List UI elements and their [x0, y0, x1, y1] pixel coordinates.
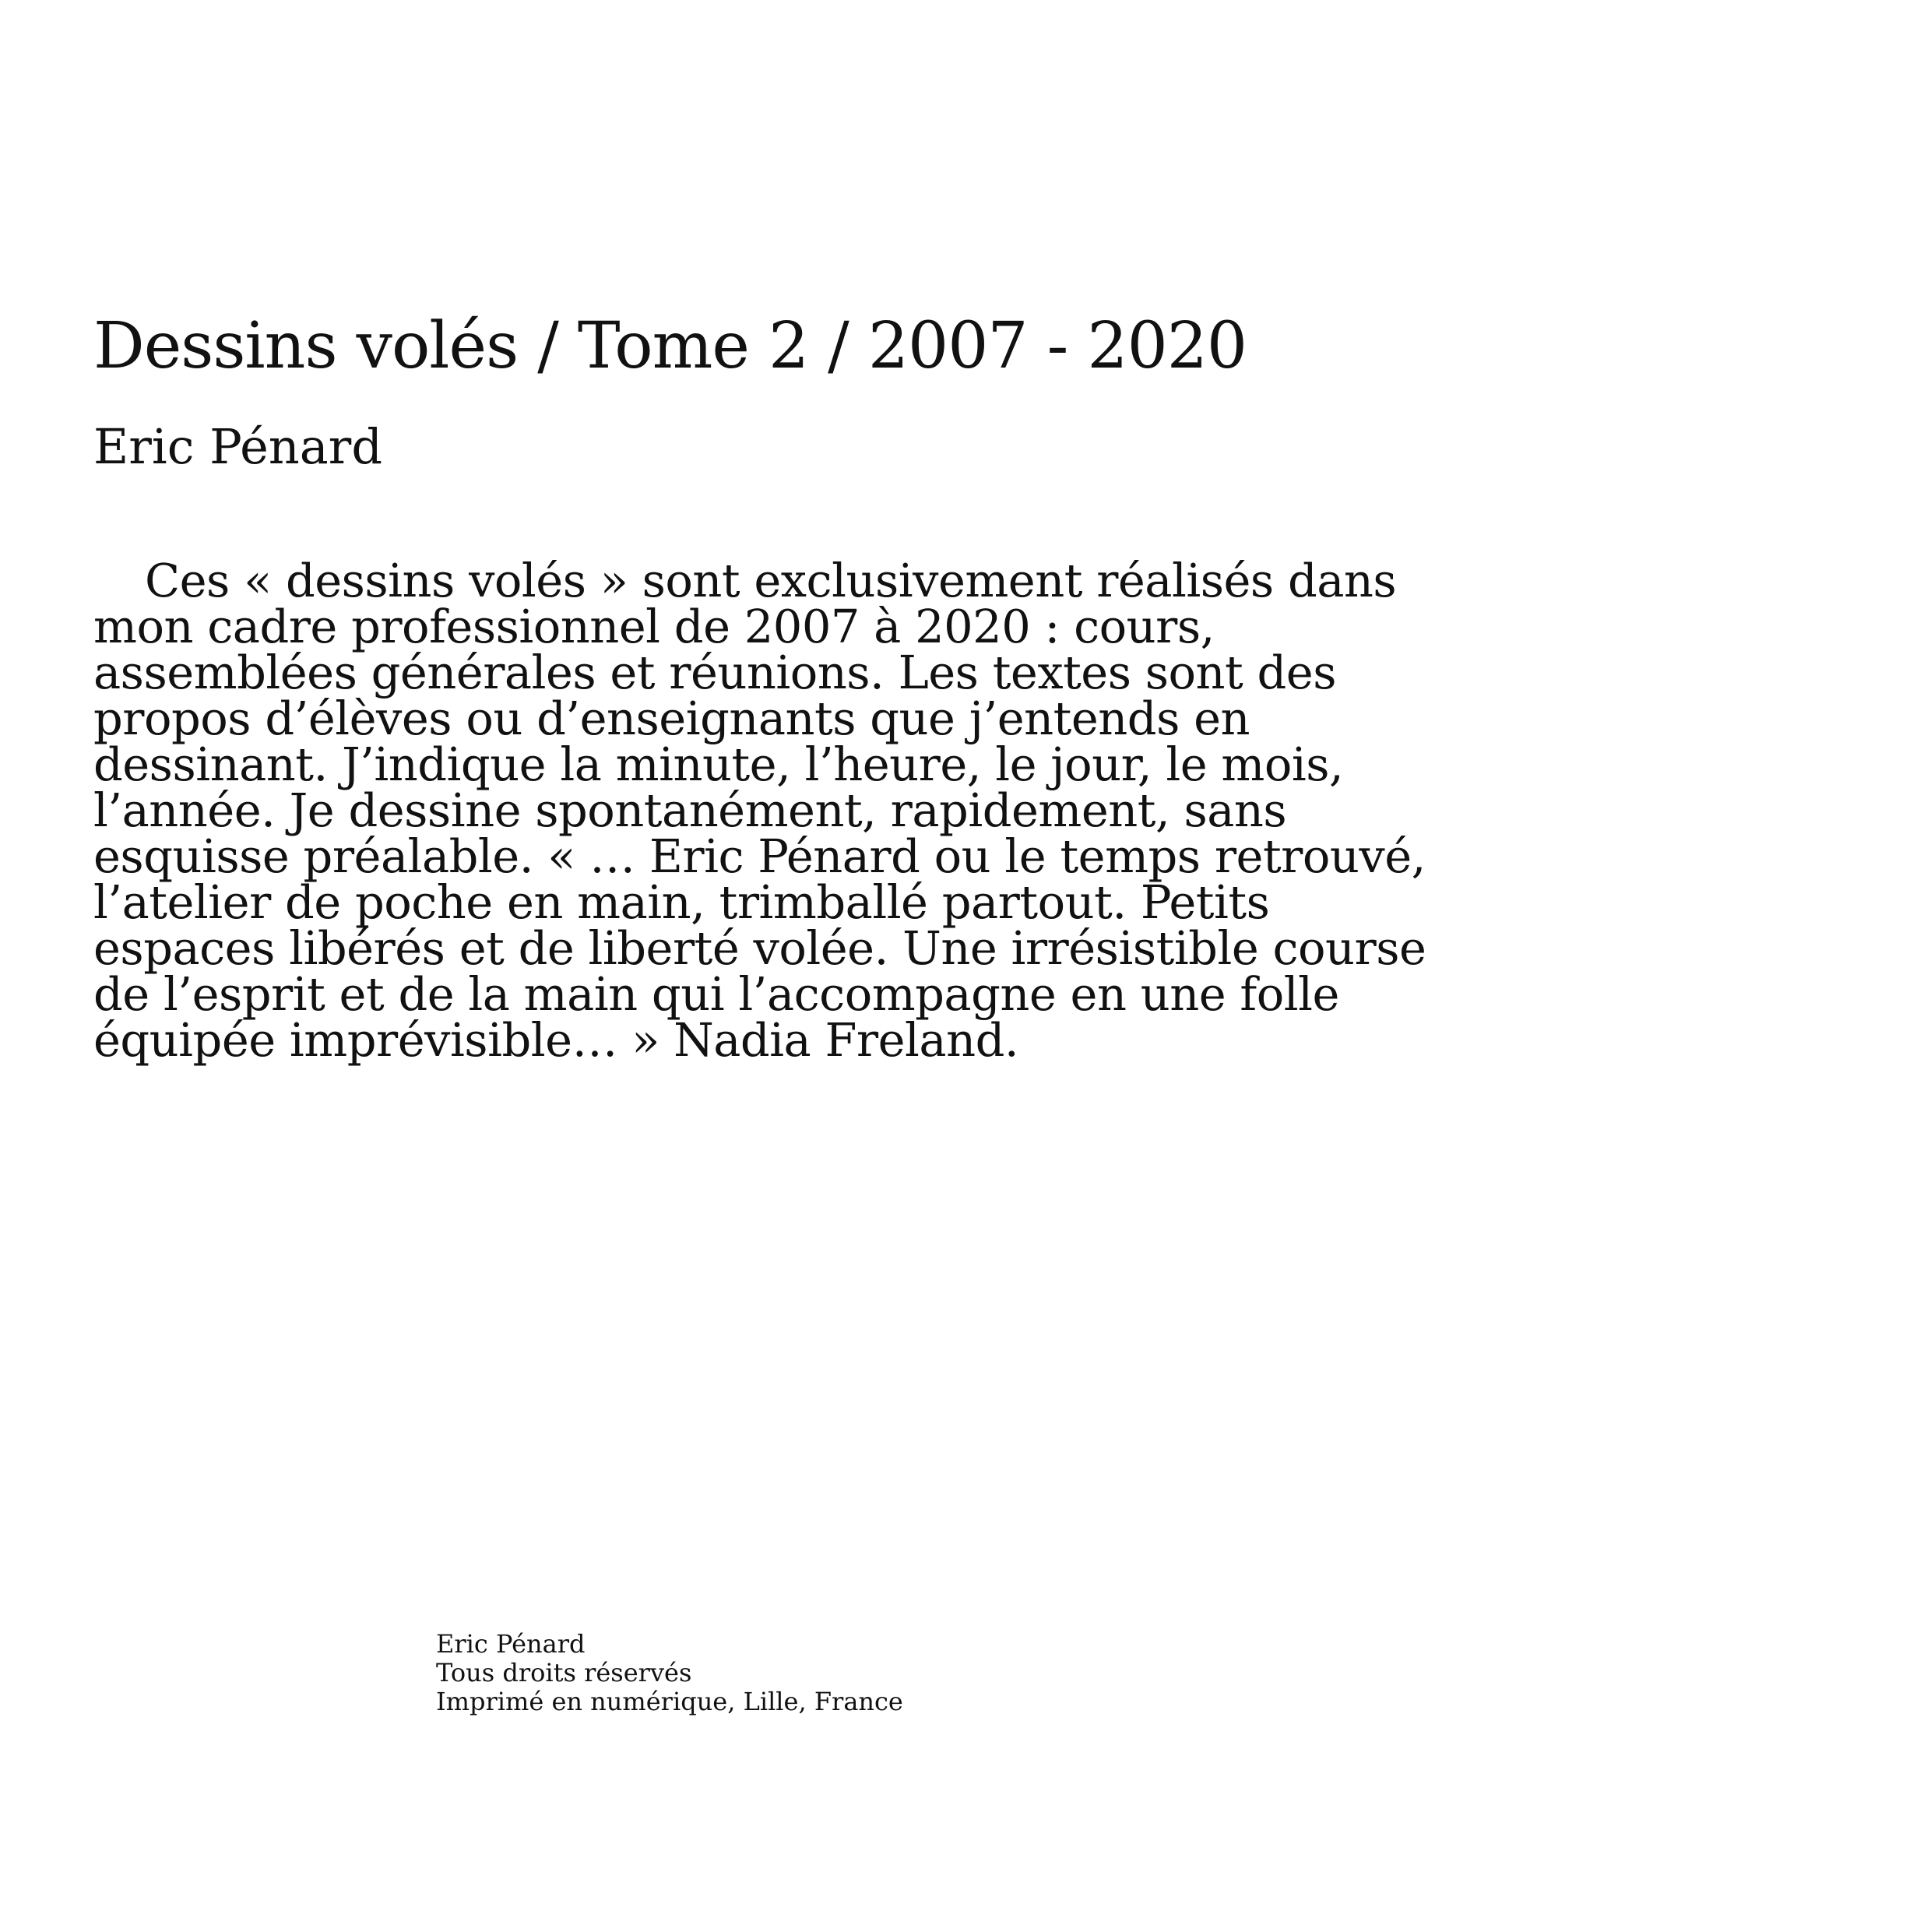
colophon-author: Eric Pénard — [436, 1629, 586, 1659]
book-author: Eric Pénard — [93, 418, 383, 475]
book-description: Ces « dessins volés » sont exclusivement réalisés dans mon cadre professionnel de 2007 à 2020 : cours, assemblées générales et réunions. Les textes sont des propos d’élèves ou d’enseignants que j’entends en dessinant. J’indique la minute, l’heure, le jour, le mois, l’année. Je dessine spontanément, rapidement, sans esquisse préalable. « … Eric Pénard ou le temps retrouvé, l’atelier de poche en main, trimballé partout. Petits espaces libérés et de liberté volée. Une irrésistible course de l’esprit et de la main qui l’accompagne en une folle équipée imprévisible… » Nadia Freland. — [93, 554, 1426, 1067]
book-title: Dessins volés / Tome 2 / 2007 - 2020 — [93, 309, 1247, 383]
colophon-printing: Imprimé en numérique, Lille, France — [436, 1687, 903, 1716]
colophon — [436, 1630, 903, 1716]
colophon-rights: Tous droits réservés — [436, 1658, 692, 1687]
